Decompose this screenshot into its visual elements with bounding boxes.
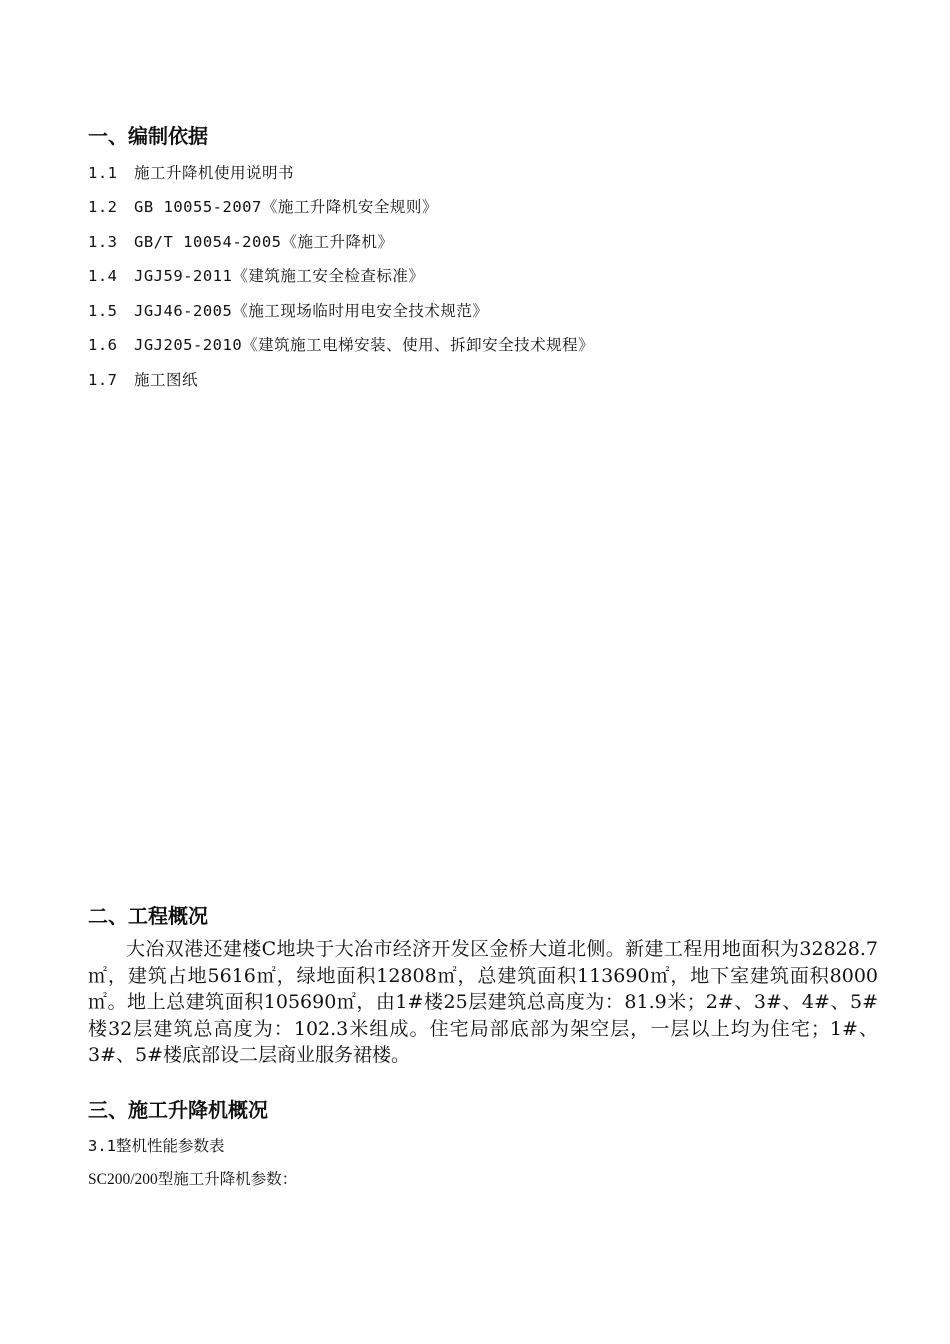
- reference-item-7: [88, 370, 198, 390]
- section-3-heading: 三、施工升降机概况: [88, 1098, 268, 1122]
- reference-item-1: [88, 163, 294, 183]
- reference-number: 1.6: [88, 336, 118, 354]
- reference-text: 施工图纸: [134, 371, 199, 389]
- section-1-heading: 一、编制依据: [88, 124, 208, 148]
- reference-item-5: [88, 301, 488, 321]
- reference-number: 1.7: [88, 371, 118, 389]
- reference-number: 1.4: [88, 267, 118, 285]
- model-parameters-caption: SC200/200型施工升降机参数：: [88, 1171, 298, 1188]
- reference-text: JGJ46-2005《施工现场临时用电安全技术规范》: [134, 302, 489, 320]
- reference-text: JGJ59-2011《建筑施工安全检查标准》: [134, 267, 425, 285]
- reference-item-2: [88, 197, 438, 217]
- reference-item-6: [88, 335, 594, 355]
- reference-number: 1.1: [88, 164, 118, 182]
- reference-item-4: [88, 266, 424, 286]
- reference-text: GB 10055-2007《施工升降机安全规则》: [134, 198, 438, 216]
- parameter-table-subheading: 3.1整机性能参数表: [88, 1137, 225, 1155]
- reference-item-3: [88, 232, 393, 252]
- reference-number: 1.5: [88, 302, 118, 320]
- reference-text: 施工升降机使用说明书: [134, 164, 295, 182]
- reference-text: GB/T 10054-2005《施工升降机》: [134, 233, 394, 251]
- project-overview-paragraph: 大冶双港还建楼C地块于大冶市经济开发区金桥大道北侧。新建工程用地面积为32828.7㎡，建筑占地5616㎡，绿地面积12808㎡，总建筑面积113690㎡，地下室建筑面积8000㎡。地上总建筑面积105690㎡，由1#楼25层建筑总高度为：81.9米；2#、3#、4#、5#楼32层建筑总高度为：102.3米组成。住宅局部底部为架空层，一层以上均为住宅；1#、3#、5#楼底部设二层商业服务裙楼。: [88, 938, 878, 1067]
- reference-number: 1.2: [88, 198, 118, 216]
- section-2-heading: 二、工程概况: [88, 904, 208, 928]
- reference-number: 1.3: [88, 233, 118, 251]
- reference-text: JGJ205-2010《建筑施工电梯安装、使用、拆卸安全技术规程》: [134, 336, 595, 354]
